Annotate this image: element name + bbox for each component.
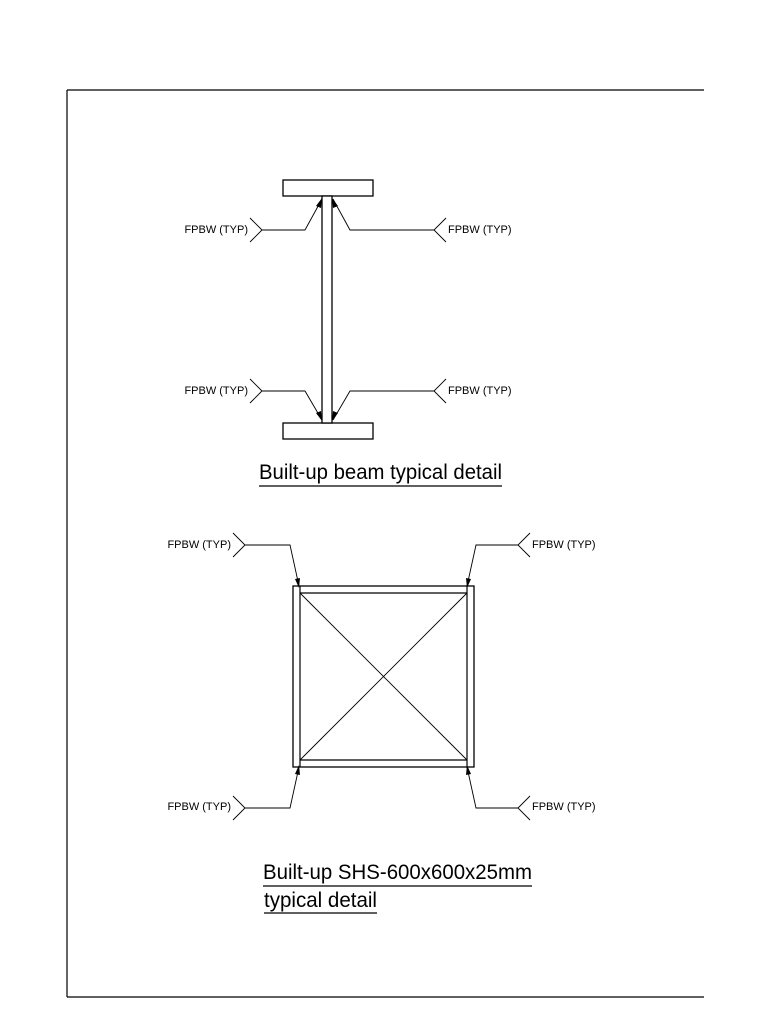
- beam-weld-leader-top-right: [332, 198, 446, 242]
- shs-weld-label: FPBW (TYP): [167, 539, 231, 551]
- beam-bottom-flange: [283, 423, 373, 439]
- shs-caption-line1: Built-up SHS-600x600x25mm: [263, 861, 532, 884]
- beam-weld-leader-bottom-right: [332, 379, 446, 421]
- shs-weld-label: FPBW (TYP): [167, 801, 231, 813]
- beam-caption: Built-up beam typical detail: [259, 461, 502, 484]
- shs-weld-leader-top-left: [233, 533, 300, 588]
- beam-weld-label: FPBW (TYP): [448, 385, 512, 397]
- beam-weld-label: FPBW (TYP): [184, 224, 248, 236]
- beam-weld-leader-top-left: [250, 198, 322, 242]
- beam-web: [322, 196, 332, 423]
- shs-caption-line2: typical detail: [264, 889, 377, 912]
- beam-top-flange: [283, 180, 373, 196]
- beam-weld-label: FPBW (TYP): [448, 224, 512, 236]
- column-detail: [167, 533, 595, 913]
- shs-weld-leader-top-right: [466, 533, 530, 588]
- shs-weld-label: FPBW (TYP): [532, 801, 596, 813]
- shs-weld-leader-bottom-right: [466, 765, 530, 820]
- shs-weld-leader-bottom-left: [233, 765, 300, 820]
- beam-weld-label: FPBW (TYP): [184, 385, 248, 397]
- beam-weld-leader-bottom-left: [250, 379, 322, 421]
- shs-weld-label: FPBW (TYP): [532, 539, 596, 551]
- beam-detail: [184, 180, 511, 486]
